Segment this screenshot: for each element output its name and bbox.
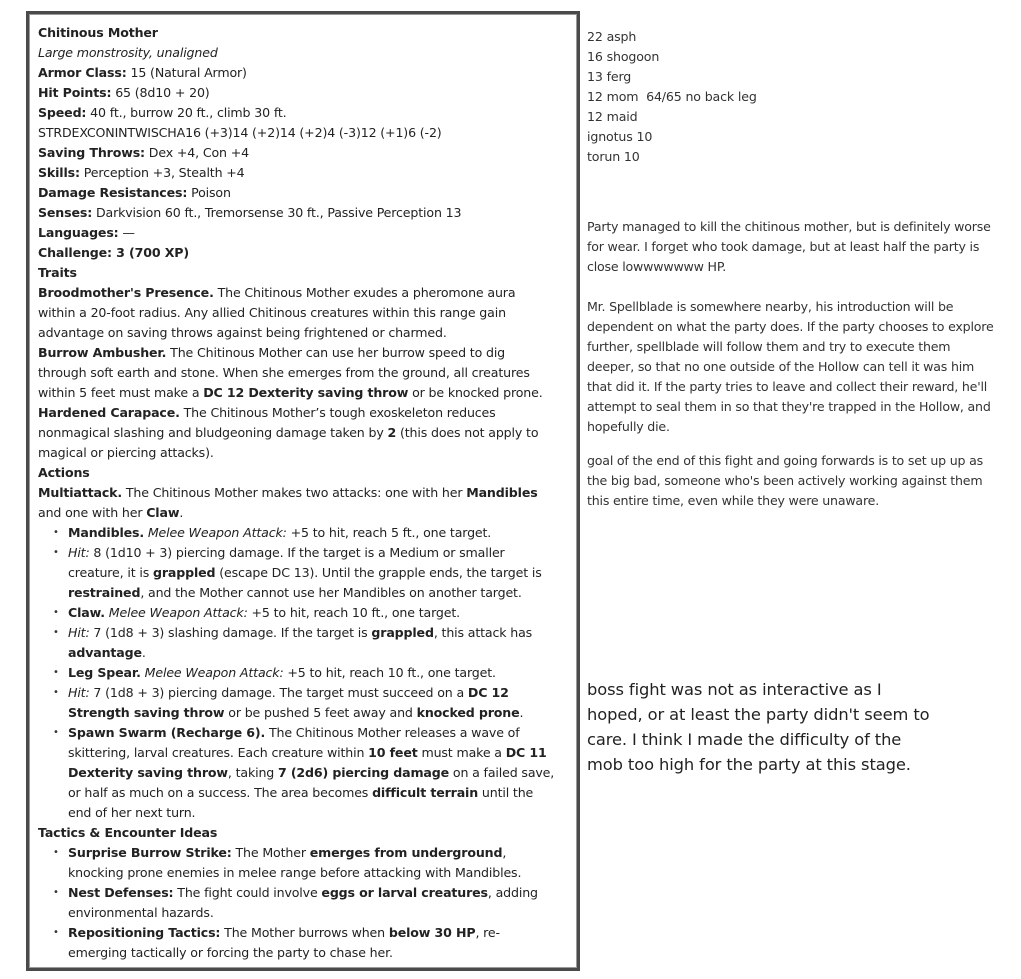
- action-claw: • Claw. Melee Weapon Attack: +5 to hit, reach 10 ft., one target.: [38, 603, 577, 623]
- session-note-goal: goal of the end of this fight and going forwards is to set up up as the big bad, someone who's been actively working against them this entire time, even while they were unaware.: [587, 453, 983, 508]
- tactics-heading: Tactics & Encounter Ideas: [38, 825, 218, 840]
- creature-name: Chitinous Mother: [38, 25, 158, 40]
- stat-block: [26, 11, 580, 971]
- actions-heading: Actions: [38, 465, 90, 480]
- session-note-outcome: Party managed to kill the chitinous mother, but is definitely worse for wear. I forget who took damage, but at least half the party is close lowwwwwww HP.: [587, 219, 991, 274]
- saving-throws: Saving Throws: Dex +4, Con +4: [38, 145, 250, 160]
- action-leg-spear: • Leg Spear. Melee Weapon Attack: +5 to hit, reach 10 ft., one target.: [38, 663, 577, 683]
- action-spawn-swarm: • Spawn Swarm (Recharge 6). The Chitinous Mother releases a wave of skittering, larval creatures. Each creature within 10 feet must make a DC 11 Dexterity saving throw, taking 7 (2d6) piercing damage on a failed save, or half as much on a success. The area becomes difficult terrain until the end of her next turn.: [38, 723, 577, 823]
- hit-points: Hit Points: 65 (8d10 + 20): [38, 85, 210, 100]
- skills: Skills: Perception +3, Stealth +4: [38, 165, 245, 180]
- traits-heading: Traits: [38, 265, 77, 280]
- initiative-list: [587, 27, 757, 167]
- damage-resistances: Damage Resistances: Poison: [38, 185, 231, 200]
- tactic-repositioning: • Repositioning Tactics: The Mother burrows when below 30 HP, re- emerging tactically or forcing the party to chase her.: [38, 923, 577, 963]
- initiative-entry: 16 shogoon: [587, 49, 660, 64]
- senses: Senses: Darkvision 60 ft., Tremorsense 30 ft., Passive Perception 13: [38, 205, 462, 220]
- tactic-surprise-burrow-strike: • Surprise Burrow Strike: The Mother emerges from underground, knocking prone enemies in melee range before attacking with Mandibles.: [38, 843, 577, 883]
- trait-hardened-carapace: Hardened Carapace. The Chitinous Mother’s tough exoskeleton reduces nonmagical slashing and bludgeoning damage taken by 2 (this does not apply to magical or piercing attacks).: [38, 405, 539, 460]
- creature-type: Large monstrosity, unaligned: [38, 45, 218, 60]
- initiative-entry: ignotus 10: [587, 129, 653, 144]
- trait-burrow-ambusher: Burrow Ambusher. The Chitinous Mother can use her burrow speed to dig through soft earth and stone. When she emerges from the ground, all creatures within 5 feet must make a DC 12 Dexterity saving throw or be knocked prone.: [38, 345, 543, 400]
- tactic-nest-defenses: • Nest Defenses: The fight could involve eggs or larval creatures, adding environmental hazards.: [38, 883, 577, 923]
- initiative-entry: 22 asph: [587, 29, 637, 44]
- session-reflection: boss fight was not as interactive as I hoped, or at least the party didn't seem to care. I think I made the difficulty of the mob too high for the party at this stage.: [587, 680, 930, 774]
- initiative-entry: torun 10: [587, 149, 640, 164]
- challenge: Challenge: 3 (700 XP): [38, 245, 189, 260]
- action-mandibles-hit: • Hit: 8 (1d10 + 3) piercing damage. If the target is a Medium or smaller creature, it is grappled (escape DC 13). Until the grapple ends, the target is restrained, and the Mother cannot use her Mandibles on another target.: [38, 543, 577, 603]
- initiative-entry: 12 mom 64/65 no back leg: [587, 89, 757, 104]
- session-note-spellblade: Mr. Spellblade is somewhere nearby, his introduction will be dependent on what the party does. If the party chooses to explore further, spellblade will follow them and try to execute them deeper, so that no one outside of the Hollow can tell it was him that did it. If the party tries to leave and collect their reward, he'll attempt to seal them in so that they're trapped in the Hollow, and hopefully die.: [587, 299, 994, 434]
- ability-scores: STRDEXCONINTWISCHA16 (+3)14 (+2)14 (+2)4 (-3)12 (+1)6 (-2): [38, 125, 442, 140]
- armor-class: Armor Class: 15 (Natural Armor): [38, 65, 247, 80]
- action-claw-hit: • Hit: 7 (1d8 + 3) slashing damage. If the target is grappled, this attack has advantage.: [38, 623, 577, 663]
- initiative-entry: 12 maid: [587, 109, 638, 124]
- languages: Languages: —: [38, 225, 135, 240]
- action-mandibles: • Mandibles. Melee Weapon Attack: +5 to hit, reach 5 ft., one target.: [38, 523, 577, 543]
- initiative-entry: 13 ferg: [587, 69, 632, 84]
- trait-broodmothers-presence: Broodmother's Presence. The Chitinous Mother exudes a pheromone aura within a 20-foot radius. Any allied Chitinous creatures within this range gain advantage on saving throws against being frightened or charmed.: [38, 285, 516, 340]
- speed: Speed: 40 ft., burrow 20 ft., climb 30 ft.: [38, 105, 287, 120]
- action-leg-spear-hit: • Hit: 7 (1d8 + 3) piercing damage. The target must succeed on a DC 12 Strength saving throw or be pushed 5 feet away and knocked prone.: [38, 683, 577, 723]
- action-multiattack: Multiattack. The Chitinous Mother makes two attacks: one with her Mandibles and one with her Claw.: [38, 485, 538, 520]
